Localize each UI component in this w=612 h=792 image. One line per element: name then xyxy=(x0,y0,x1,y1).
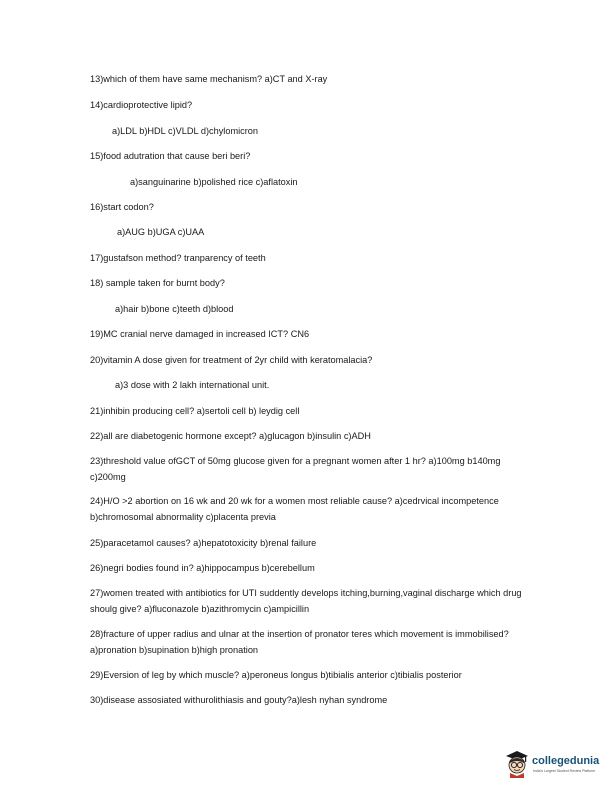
question-28: 28)fracture of upper radius and ulnar at the insertion of pronator teres which movement is immobilised? a)pronation b)supination b)high pronation xyxy=(90,629,509,655)
question-14: 14)cardioprotective lipid? xyxy=(90,100,193,110)
question-23: 23)threshold value ofGCT of 50mg glucose given for a pregnant women after 1 hr? a)100mg b140mg c)200mg xyxy=(90,456,501,482)
question-30: 30)disease assosiated withurolithiasis and gouty?a)lesh nyhan syndrome xyxy=(90,695,388,705)
question-20: 20)vitamin A dose given for treatment of 2yr child with keratomalacia? xyxy=(90,355,373,365)
options-20: a)3 dose with 2 lakh international unit. xyxy=(115,380,270,390)
logo-tagline: India's Largest Student Review Platform xyxy=(533,769,596,773)
options-16: a)AUG b)UGA c)UAA xyxy=(117,227,205,237)
question-19: 19)MC cranial nerve damaged in increased ICT? CN6 xyxy=(90,329,310,339)
question-13: 13)which of them have same mechanism? a)CT and X-ray xyxy=(90,74,328,84)
question-21: 21)inhibin producing cell? a)sertoli cell b) leydig cell xyxy=(90,406,300,416)
question-24: 24)H/O >2 abortion on 16 wk and 20 wk for a women most reliable cause? a)cedrvical incompetence b)chromosomal abnormality c)placenta previa xyxy=(90,496,499,522)
question-29: 29)Eversion of leg by which muscle? a)peroneus longus b)tibialis anterior c)tibialis posterior xyxy=(90,670,462,680)
question-16: 16)start codon? xyxy=(90,202,154,212)
question-27: 27)women treated with antibiotics for UTI suddently develops itching,burning,vaginal discharge which drug shoulg give? a)fluconazole b)azithromycin c)ampicillin xyxy=(90,588,522,614)
question-26: 26)negri bodies found in? a)hippocampus b)cerebellum xyxy=(90,563,315,573)
collegedunia-logo xyxy=(504,748,608,780)
question-22: 22)all are diabetogenic hormone except? a)glucagon b)insulin c)ADH xyxy=(90,431,371,441)
options-18: a)hair b)bone c)teeth d)blood xyxy=(115,304,234,314)
logo-wordmark: collegedunia xyxy=(532,755,600,767)
student-mascot-icon xyxy=(504,748,530,778)
options-14: a)LDL b)HDL c)VLDL d)chylomicron xyxy=(112,126,259,136)
question-15: 15)food adutration that cause beri beri? xyxy=(90,151,251,161)
question-25: 25)paracetamol causes? a)hepatotoxicity b)renal failure xyxy=(90,538,317,548)
options-15: a)sanguinarine b)polished rice c)aflatoxin xyxy=(130,177,298,187)
question-17: 17)gustafson method? tranparency of teeth xyxy=(90,253,266,263)
question-18: 18) sample taken for burnt body? xyxy=(90,278,225,288)
